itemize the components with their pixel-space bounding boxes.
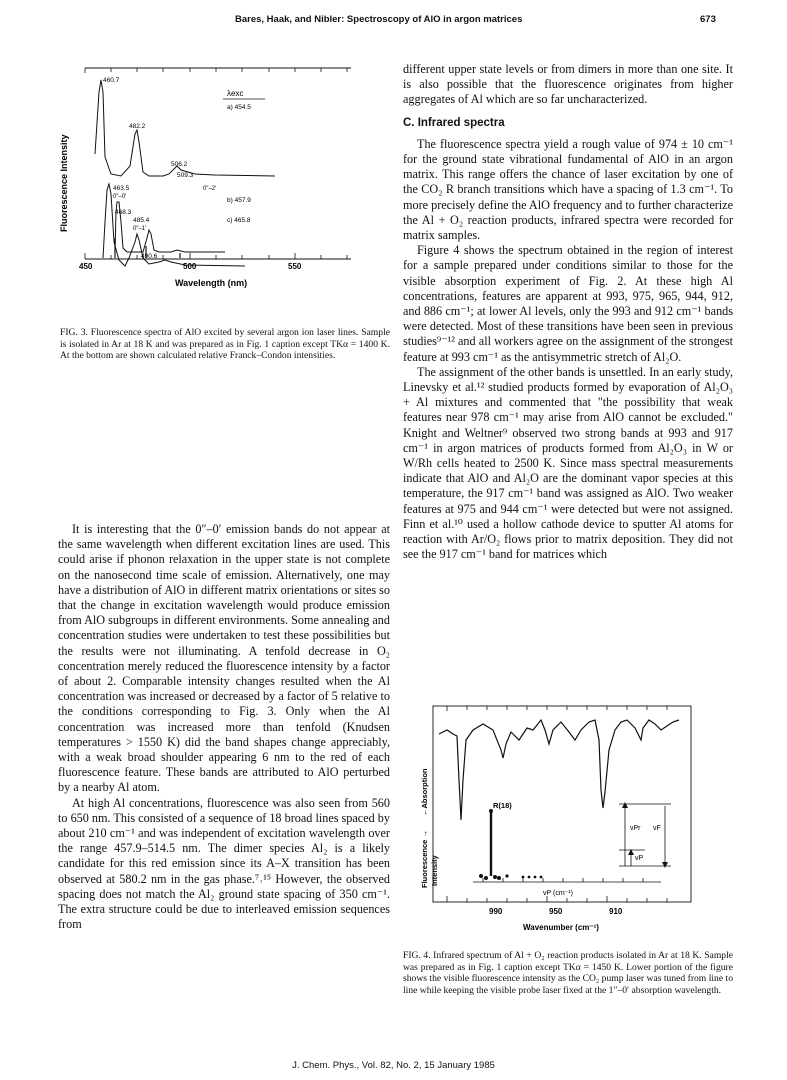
fluorescence-label: Fluorescence → [420, 830, 429, 888]
x-tick-950: 950 [549, 907, 563, 916]
trace-c [107, 282, 215, 322]
absorption-label: ←Absorption [420, 768, 429, 816]
lambda-exc-label: λexc [227, 89, 244, 98]
figure-4 [403, 700, 733, 945]
x-tick-500: 500 [183, 262, 197, 271]
section-title: C. Infrared spectra [403, 116, 505, 129]
x-axis-label-4: Wavenumber (cm⁻¹) [523, 923, 599, 932]
peak-b1: 463.5 [113, 185, 130, 192]
right-continuation: different upper state levels or from dimers in more than one site. It is also possible that the fluorescence originates from higher aggregates of Al which are so far uncharacterized. [403, 62, 733, 107]
right-paragraph-1: The fluorescence spectra yield a rough value of 974 ± 10 cm⁻¹ for the ground state vibrational fundamental of AlO in an argon matrix. This range offers the chance of laser excitation by one of the CO₂ R branch transitions which have a spacing of 1.3 cm⁻¹. To more precisely define the AlO frequency and to further characterize the Al + O₂ reaction products, infrared spectra were recorded for matrix samples. [403, 136, 733, 243]
journal-footer: J. Chem. Phys., Vol. 82, No. 2, 15 January 1985 [292, 1060, 495, 1071]
left-column [58, 522, 390, 932]
running-title: Bares, Haak, and Nibler: Spectroscopy of AlO in argon matrices [235, 14, 523, 25]
x-tick-550: 550 [288, 262, 302, 271]
peak-a2: 482.2 [129, 123, 146, 130]
absorption-trace [439, 720, 679, 820]
nu-p-label: νP [635, 855, 644, 862]
peak-b1-label: 0″–0′ [113, 194, 127, 200]
peak-a1: 460.7 [103, 77, 120, 84]
x-tick-990: 990 [489, 907, 503, 916]
left-paragraph-1: It is interesting that the 0″–0′ emission bands do not appear at the same wavelength when different excitation lines are used. This could arise if phonon relaxation in the upper state is not complete on the nanosecond time scale of emission. Alternatively, one may have a distribution of AlO in different matrix orientations or sites so that the change in excitation wavelength would produce emission from AlO subgroups in different environments. Some annealing and concentration studies were undertaken to test these possibilities but the results were not illuminating. A tenfold decrease in O₂ concentration merely reduced the fluorescence intensity by a factor of about 2. Comparable intensity changes resulted when the Al concentration was increased or decreased by a factor of 5 relative to the conditions corresponding to Fig. 3. Only when the Al concentration was increased more than tenfold (Knudsen temperatures > 1550 K) did the band shapes change appreciably, with a weak broad shoulder appearing 6 nm to the red of each fluorescence feature. These bands are attributed to AlO perturbed by a nearby Al atom. [58, 522, 390, 795]
page-number: 673 [700, 14, 716, 25]
panel-c-tag: c) 465.8 [227, 217, 251, 224]
nu-pr-label: νPr [630, 825, 641, 832]
peak-b3-label: 0″–2′ [203, 186, 217, 192]
intensity-label: Intensity [430, 855, 439, 886]
figure-3-caption: FIG. 3. Fluorescence spectra of AlO excited by several argon ion laser lines. Sample is isolated in Ar at 18 K and was prepared as in Fig. 1 caption except TKα = 1400 K. At the bottom are shown calculated relative Franck–Condon intensities. [60, 327, 390, 362]
figure-4-caption: FIG. 4. Infrared spectrum of Al + O₂ reaction products isolated in Ar at 18 K. Sample was prepared as in Fig. 1 caption except TKα = 1450 K. Lower portion of the figure shows the visible fluorescence intensity as the CO₂ pump laser was tuned from line to line while keeping the visible probe laser fixed at the 1″–0′ absorption wavelength. [403, 950, 733, 996]
x-axis-label: Wavelength (nm) [175, 278, 248, 288]
peak-c2: 490.6 [141, 253, 158, 260]
vp-axis-label: νP (cm⁻¹) [543, 890, 574, 897]
panel-a-tag: a) 454.5 [227, 104, 251, 111]
left-paragraph-2: At high Al concentrations, fluorescence was also seen from 560 to 650 nm. This consisted of a sequence of 18 broad lines spaced by about 210 cm⁻¹ and was independent of excitation wavelength over the range 457.9–514.5 nm. The dimer species Al₂ is a likely candidate for this red emission since its A–X transition has been observed at 580.2 nm in the gas phase.⁷˒¹⁵ However, the observed spacing does not match the Al₂ ground state spacing of 350 cm⁻¹. The extra structure could be due to interleaved emission sequences from [58, 795, 390, 932]
peak-c1: 468.3 [115, 209, 132, 216]
y-axis-label: Fluorescence Intensity [59, 134, 69, 232]
right-column [403, 62, 733, 563]
panel-b-tag: b) 457.9 [227, 197, 251, 204]
peak-b3: 509.3 [177, 172, 194, 179]
peak-b2-label: 0″–1′ [133, 226, 147, 232]
x-tick-450: 450 [79, 262, 93, 271]
right-paragraph-3: The assignment of the other bands is unsettled. In an early study, Linevsky et al.¹² studied products formed by evaporation of Al₂O₃ + Al mixtures and commented that "the possibility that weak features near 978 cm⁻¹ may arise from AlO cannot be excluded." Knight and Weltner⁹ observed two strong bands at 993 and 917 cm⁻¹ in argon matrices of products formed from Al₂O₃ in W or W/Rh cells heated to 2500 K. Since mass spectral measurements indicate that AlO and Al₂O are the dominant vapor species at this temperature, the 917 cm⁻¹ band was assigned as AlO. Two weaker features at 975 and 944 cm⁻¹ were detected but were not assigned. Finn et al.¹⁰ used a hollow cathode device to sputter Al atoms for reaction with Ar/O₂ flows prior to matrix deposition. They did not see the 917 cm⁻¹ band for matrices which [403, 364, 733, 562]
peak-b2: 485.4 [133, 217, 150, 224]
x-tick-910: 910 [609, 907, 623, 916]
right-paragraph-2: Figure 4 shows the spectrum obtained in the region of interest for a sample prepared under conditions similar to those for the visible absorption experiment of Fig. 2. At these high Al concentrations, features are apparent at 993, 975, 965, 944, 912, and 886 cm⁻¹; at lower Al levels, only the 993 and 912 cm⁻¹ bands were detected. Most of these transitions have been seen in previous studies⁹⁻¹² and all workers agree on the assignment of the strongest feature at 993 cm⁻¹ as the antisymmetric stretch of Al₂O. [403, 243, 733, 364]
peak-a3: 506.2 [171, 161, 188, 168]
figure-3-panels [85, 62, 355, 262]
r18-label: R(18) [493, 801, 512, 810]
nu-f-label: νF [653, 825, 661, 832]
